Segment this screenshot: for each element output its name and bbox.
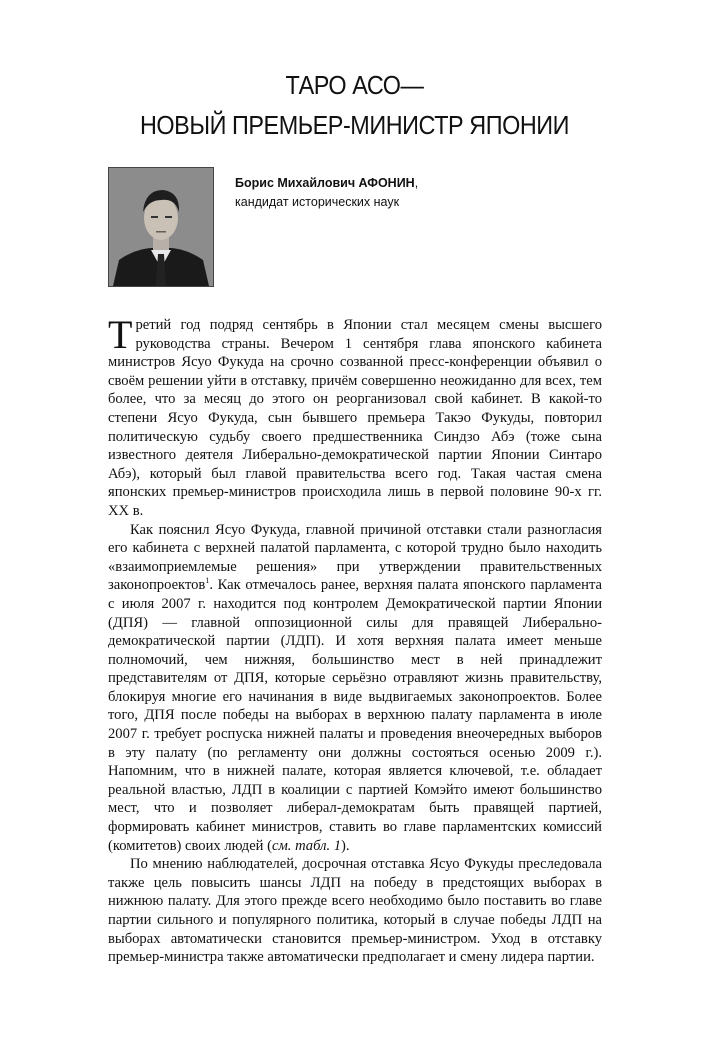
- paragraph-2-text-b: . Как отмечалось ранее, верхняя палата японского парламента с июля 2007 г. находится под контролем Демократической партии Японии (ДПЯ) — главной оппозиционной силы для правящей Либерально-демократической партии (ЛДП). И хотя верхняя палата имеет меньше полномочий, чем нижняя, большинство мест в ней принадлежит представителям от ДПЯ, которые серьёзно отравляют жизнь правительству, блокируя многие его начинания в виде выдвигаемых законопроектов. Более того, ДПЯ после победы на выборах в верхнюю палату парламента в июле 2007 г. требует роспуска нижней палаты и проведения внеочередных выборов в эту палату (по регламенту они должны состояться осенью 2009 г.). Напомним, что в нижней палате, которая является ключевой, т.е. обладает реальной властью, ЛДП в коалиции с партией Комэйто имеют большинство мест, что и позволяет либерал-демократам быть правящей партией, формировать кабинет министров, ставить во главе парламентских комиссий (комитетов) своих людей (: [108, 577, 602, 854]
- article-title-line-2: НОВЫЙ ПРЕМЬЕР-МИНИСТР ЯПОНИИ: [139, 110, 570, 140]
- portrait-image: [109, 168, 213, 286]
- drop-cap: Т: [108, 312, 133, 357]
- paragraph-3-text: По мнению наблюдателей, досрочная отставка Ясуо Фукуды преследовала также цель повысить шансы ЛДП на победу в предстоящих выборах в нижнюю палату. Для этого прежде всего необходимо было поставить во главе партии сильного и популярного политика, который в случае победы ЛДП на выборах автоматически становится премьер-министром. Уход в отставку премьер-министра также автоматически предполагает и смену лидера партии.: [108, 856, 602, 966]
- author-name: Борис Михайлович АФОНИН: [235, 176, 415, 190]
- article-title-line-1: ТАРО АСО—: [285, 70, 424, 100]
- paragraph-2-text-a: Как пояснил Ясуо Фукуда, главной причиной отставки стали разногласия его кабинета с верхней палатой парламента, с которой трудно было находить «взаимоприемлемые решения» при утверждении правительственных законопроектов: [108, 521, 602, 594]
- author-photo: [108, 167, 214, 287]
- author-comma: ,: [414, 176, 419, 190]
- paragraph-1-text: ретий год подряд сентябрь в Японии стал месяцем смены высшего руководства страны. Вечером 1 сентября глава японского кабинета министров Ясуо Фукуда на срочно созванной пресс-конференции объявил о своём решении уйти в отставку, причём совершенно неожиданно для всех, тем более, что за месяц до этого он реорганизовал свой кабинет. В какой-то степени Ясуо Фукуда, сын бывшего премьера Такэо Фукуды, повторил политическую судьбу своего предшественника Синдзо Абэ (тоже сына известного деятеля Либерально-демократической партии Японии Синтаро Абэ), который был главой правительства всего год. Такая частая смена японских премьер-министров происходила лишь в первой половине 90-х гг. XX в.: [108, 317, 602, 519]
- paragraph-2-text-c: ).: [341, 837, 350, 854]
- author-info: [235, 174, 418, 212]
- paragraph-2: [108, 521, 602, 856]
- paragraph-1: [108, 312, 602, 521]
- author-degree: кандидат исторических наук: [235, 195, 400, 209]
- paragraph-3: [108, 855, 602, 967]
- table-reference: см. табл. 1: [272, 837, 342, 854]
- article-body: [108, 312, 602, 967]
- footnote-ref[interactable]: 1: [205, 576, 210, 586]
